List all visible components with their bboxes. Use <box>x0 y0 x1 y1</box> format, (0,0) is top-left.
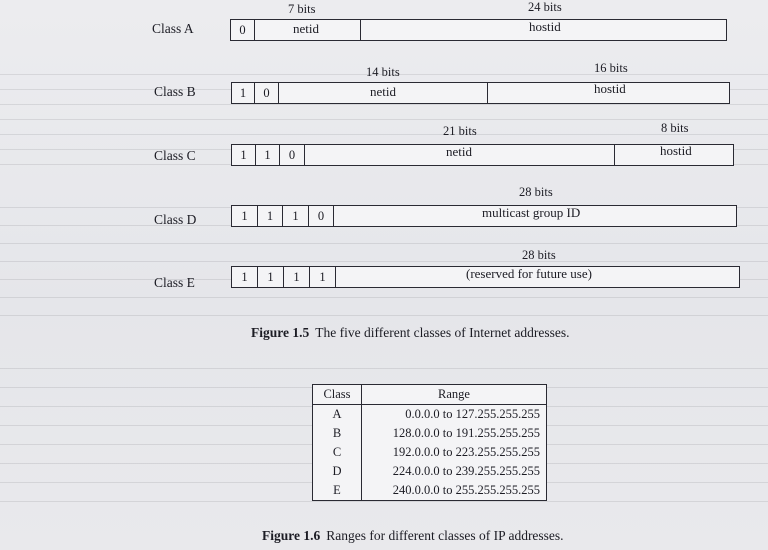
table-row <box>313 481 547 501</box>
prefix-bit: 1 <box>256 145 280 165</box>
prefix-bit: 1 <box>232 267 258 287</box>
hostid-field: hostid <box>594 81 626 96</box>
bits-label: 24 bits <box>528 0 562 14</box>
range-cell: 224.0.0.0 to 239.255.255.255 <box>392 464 540 478</box>
address-format-box <box>231 144 734 166</box>
address-format-box <box>231 266 740 288</box>
figure-caption-text: The five different classes of Internet addresses. <box>315 325 570 340</box>
class-label: Class E <box>154 275 195 290</box>
range-cell: 0.0.0.0 to 127.255.255.255 <box>405 407 540 421</box>
prefix-bit: 1 <box>232 145 256 165</box>
figure-caption-text: Ranges for different classes of IP addresses. <box>326 528 564 543</box>
class-cell: D <box>313 462 362 481</box>
hostid-field: hostid <box>660 143 692 158</box>
prefix-bit: 0 <box>255 83 279 103</box>
ranges-table <box>312 384 547 501</box>
class-label: Class D <box>154 212 197 227</box>
class-cell: A <box>313 405 362 425</box>
prefix-bit: 0 <box>280 145 305 165</box>
field-divider <box>255 20 361 40</box>
bits-label: 28 bits <box>522 248 556 262</box>
class-label: Class B <box>154 84 196 99</box>
reserved-field: (reserved for future use) <box>466 266 592 281</box>
prefix-bit: 1 <box>258 267 284 287</box>
prefix-bit: 1 <box>232 83 255 103</box>
range-cell: 192.0.0.0 to 223.255.255.255 <box>392 445 540 459</box>
table-row <box>313 443 547 462</box>
prefix-bit: 1 <box>258 206 283 226</box>
figure-number: Figure 1.5 <box>251 325 310 340</box>
prefix-bit: 1 <box>284 267 310 287</box>
figure-caption <box>251 325 570 341</box>
column-header-range: Range <box>362 385 547 405</box>
netid-field: netid <box>293 21 319 36</box>
class-label: Class A <box>152 21 194 36</box>
bits-label: 7 bits <box>288 2 316 16</box>
prefix-bit: 0 <box>231 20 255 40</box>
range-cell: 240.0.0.0 to 255.255.255.255 <box>392 483 540 497</box>
bits-label: 16 bits <box>594 61 628 75</box>
figure-number: Figure 1.6 <box>262 528 321 543</box>
address-format-box <box>230 19 727 41</box>
class-cell: B <box>313 424 362 443</box>
column-header-class: Class <box>313 385 362 405</box>
prefix-bit: 1 <box>232 206 258 226</box>
table-row <box>313 405 547 425</box>
bits-label: 8 bits <box>661 121 689 135</box>
bits-label: 28 bits <box>519 185 553 199</box>
netid-field: netid <box>446 144 472 159</box>
table-row <box>313 462 547 481</box>
multicast-group-field: multicast group ID <box>482 205 581 220</box>
netid-field: netid <box>370 84 396 99</box>
table-row <box>313 424 547 443</box>
class-label: Class C <box>154 148 196 163</box>
prefix-bit: 1 <box>310 267 336 287</box>
table-header-row <box>313 385 547 405</box>
prefix-bit: 0 <box>309 206 334 226</box>
prefix-bit: 1 <box>283 206 309 226</box>
bits-label: 21 bits <box>443 124 477 138</box>
address-format-box <box>231 205 737 227</box>
hostid-field: hostid <box>529 19 561 34</box>
range-cell: 128.0.0.0 to 191.255.255.255 <box>392 426 540 440</box>
class-cell: E <box>313 481 362 501</box>
figure-caption <box>262 528 564 544</box>
bits-label: 14 bits <box>366 65 400 79</box>
class-cell: C <box>313 443 362 462</box>
address-format-box <box>231 82 730 104</box>
